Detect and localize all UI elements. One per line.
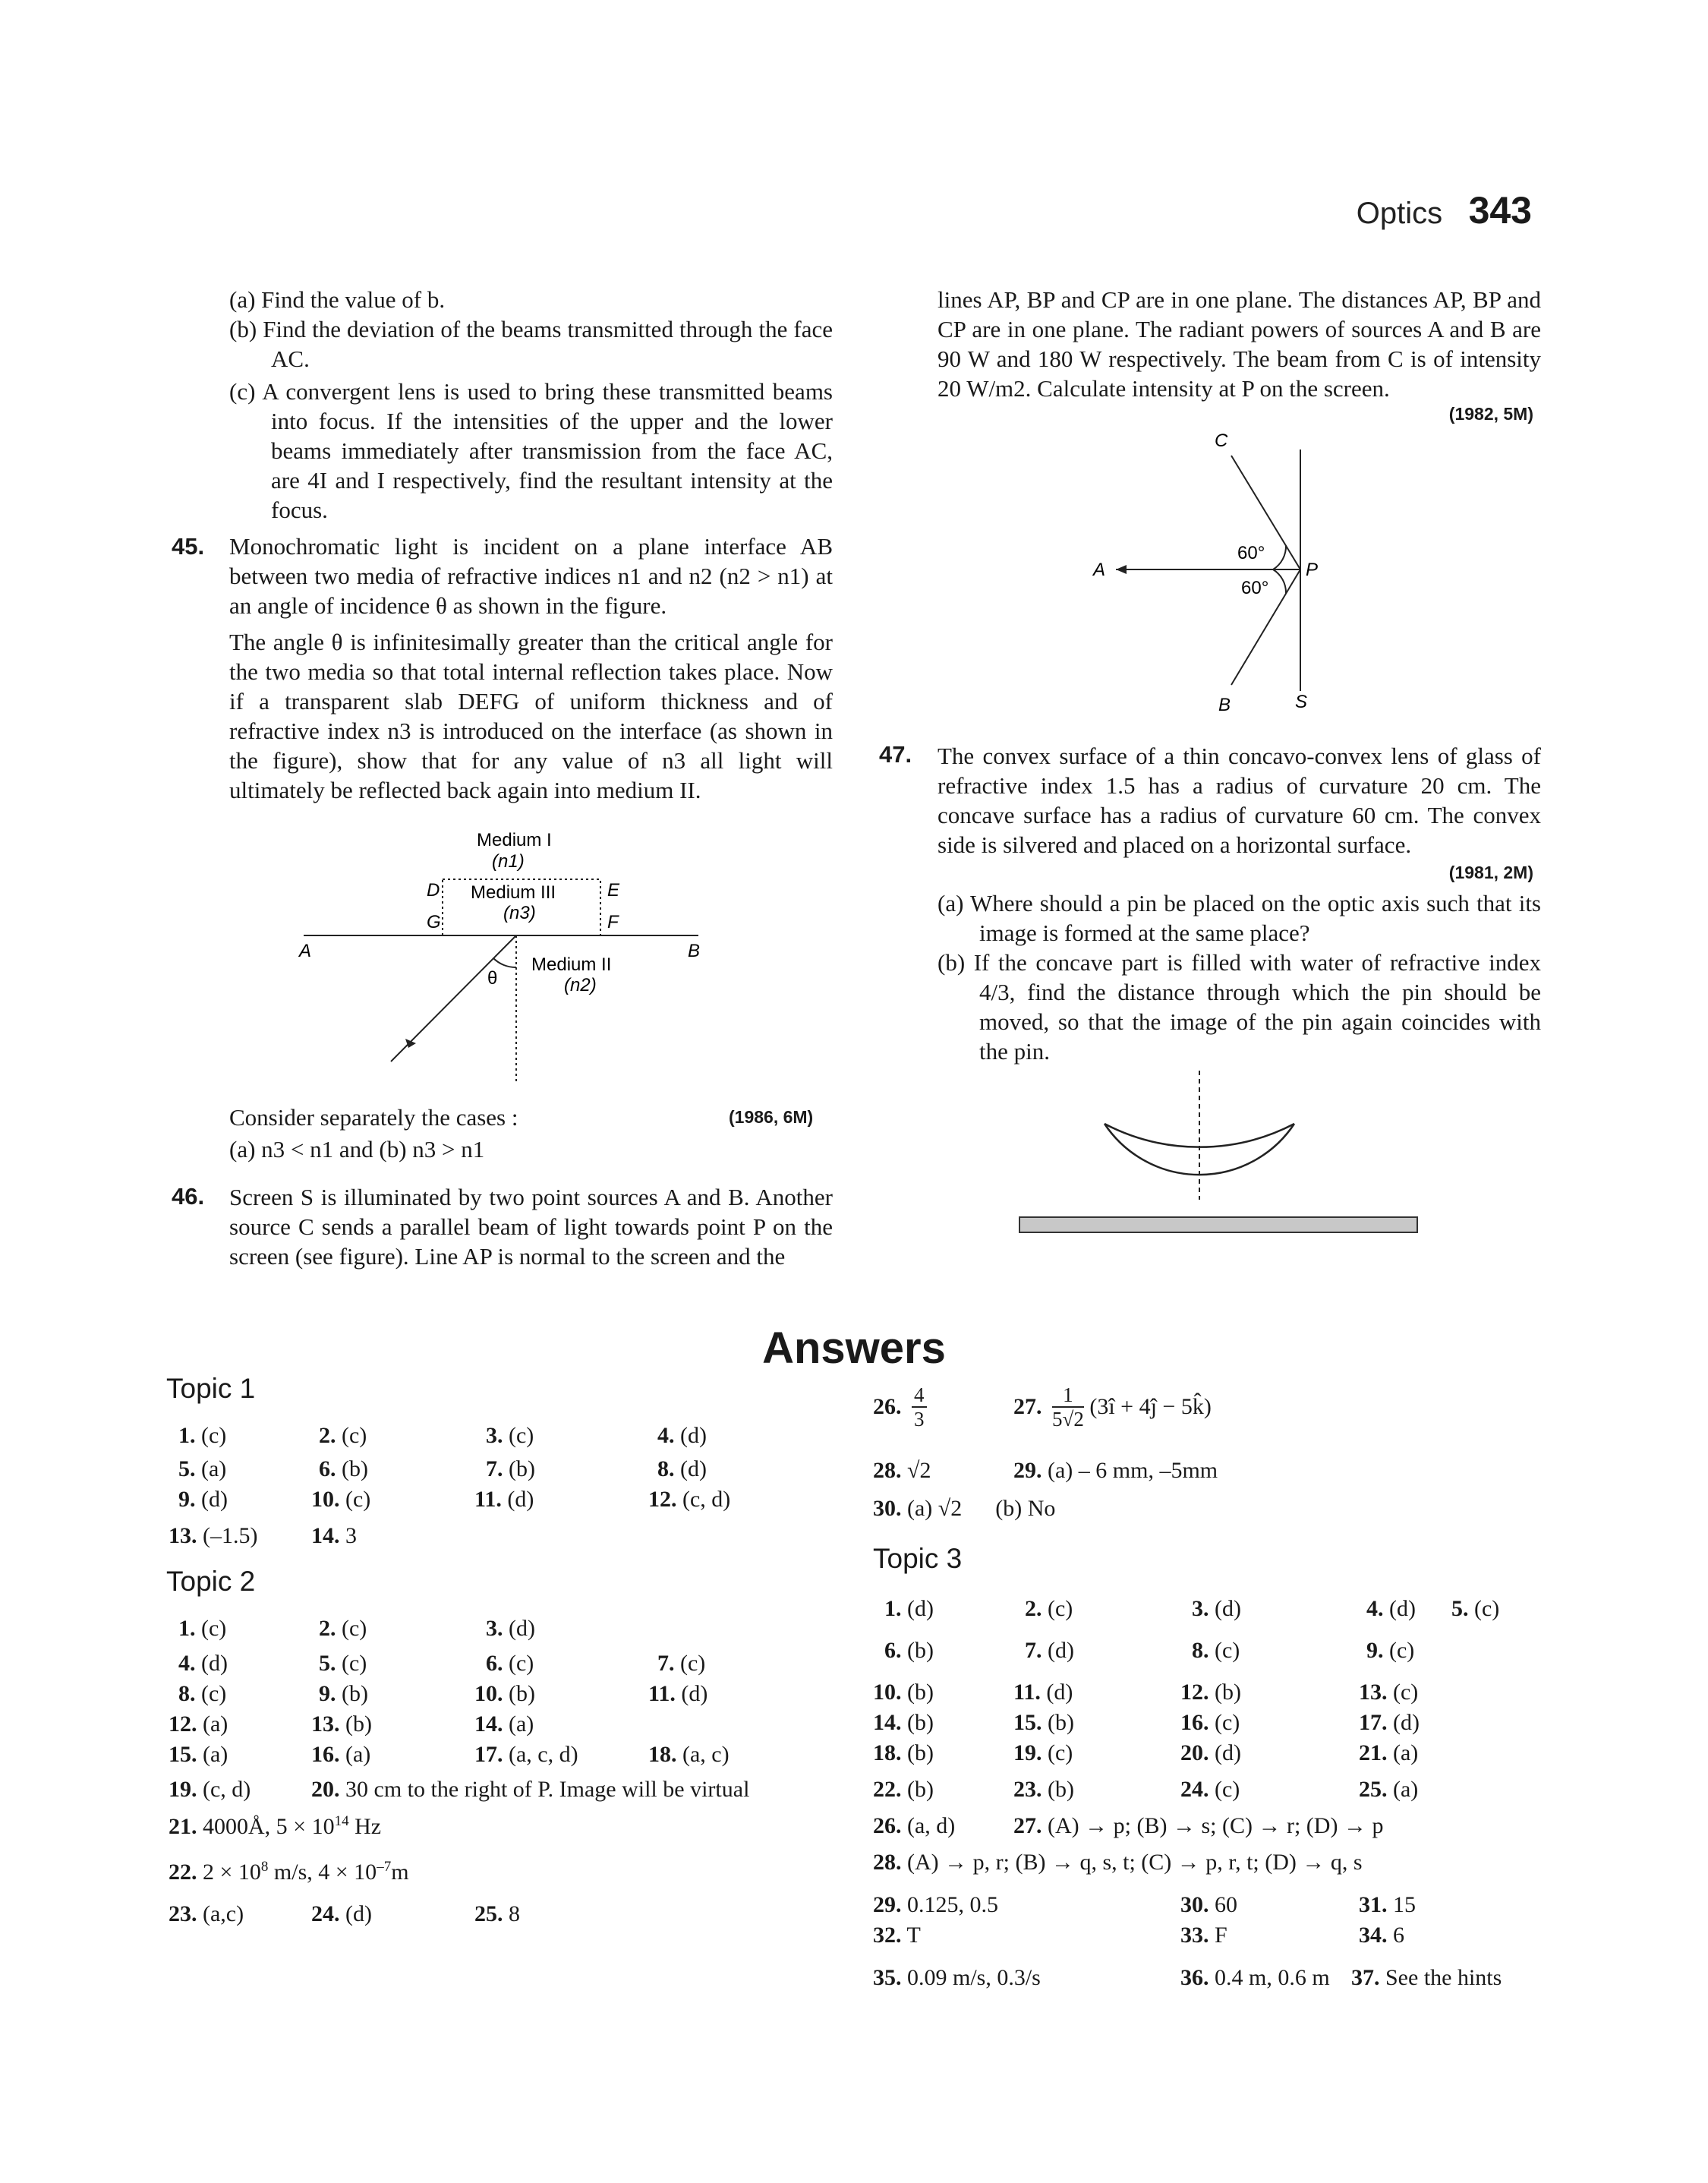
t3-ans-27: 27. (A) → p; (B) → s; (C) → r; (D) → p [1013, 1813, 1384, 1838]
t1-ans-14: 14. 3 [311, 1523, 357, 1548]
t2-ans-19: 19. (c, d) [169, 1777, 251, 1802]
t2-ans-14: 14. (a) [474, 1711, 534, 1737]
q44-parts [229, 285, 833, 525]
fig46-label-s: S [1295, 692, 1308, 712]
t1-ans-3: 3. (c) [486, 1423, 534, 1448]
t2-ans-11: 11. (d) [648, 1681, 708, 1706]
t2-ans-1: 1. (c) [178, 1616, 227, 1641]
t3-ans-32: 32. T [873, 1923, 921, 1948]
fig46-diagram [1086, 425, 1336, 721]
t1-ans-2: 2. (c) [319, 1423, 367, 1448]
t3-ans-3: 3. (d) [1192, 1596, 1241, 1621]
theta-arc [493, 958, 516, 967]
q46-continued [938, 285, 1541, 403]
t2-ans-27: 27. $\frac{1}{5√2}$ (3î + 4ĵ − 5k̂) [1013, 1383, 1212, 1431]
t2-ans-28: 28. √2 [873, 1458, 931, 1483]
fig45-label-e: E [607, 880, 620, 901]
fig46-angle-bottom: 60° [1241, 578, 1269, 598]
t3-ans-37: 37. See the hints [1351, 1965, 1502, 1990]
t2-ans-18: 18. (a, c) [648, 1742, 730, 1767]
t2-ans-12: 12. (a) [169, 1711, 228, 1737]
t3-ans-20: 20. (d) [1180, 1740, 1241, 1765]
t3-ans-7: 7. (d) [1025, 1638, 1074, 1663]
t3-ans-24: 24. (c) [1180, 1777, 1240, 1802]
t2-ans-22: 22. $2 \times 10^8$ m/s, $4 \times 10^{-7}m$ [169, 1859, 409, 1885]
t3-ans-35: 35. 0.09 m/s, 0.3/s [873, 1965, 1041, 1990]
t2-ans-30: 30. (a) √2 (b) No [873, 1496, 1056, 1521]
angle-arc-bottom [1273, 569, 1286, 594]
t2-ans-9: 9. (b) [319, 1681, 368, 1706]
t2-ans-21: 21. 4000Å, $5 \times 10^{14}$ Hz [169, 1813, 382, 1839]
t2-ans-3: 3. (d) [486, 1616, 535, 1641]
angle-arc-top [1273, 545, 1286, 569]
fig46-label-a: A [1093, 560, 1106, 580]
t3-ans-22: 22. (b) [873, 1777, 934, 1802]
t2-ans-6: 6. (c) [486, 1651, 534, 1676]
fig45-label-f: F [607, 912, 619, 932]
t3-ans-29: 29. 0.125, 0.5 [873, 1892, 998, 1917]
q45-cases: (a) n3 < n1 and (b) n3 > n1 [229, 1136, 485, 1162]
t1-ans-6: 6. (b) [319, 1456, 368, 1481]
t1-ans-1: 1. (c) [178, 1423, 227, 1448]
t3-ans-6: 6. (b) [884, 1638, 934, 1663]
fig45-theta: θ [487, 968, 498, 989]
t3-ans-17: 17. (d) [1359, 1710, 1420, 1735]
t3-ans-5: 5. (c) [1451, 1596, 1500, 1621]
t1-ans-4: 4. (d) [657, 1423, 707, 1448]
q44-part-a: (a) Find the value of b. [229, 286, 446, 313]
page-number: 343 [1468, 189, 1532, 232]
fig45-label-b: B [688, 941, 701, 961]
t2-ans-8: 8. (c) [178, 1681, 227, 1706]
arrow-left-icon [1116, 565, 1127, 574]
t3-ans-36: 36. 0.4 m, 0.6 m [1180, 1965, 1330, 1990]
fig45-n3: (n3) [503, 903, 536, 923]
q45-consider: Consider separately the cases : [229, 1104, 518, 1131]
fig45-n1: (n1) [492, 851, 525, 872]
t3-ans-16: 16. (c) [1180, 1710, 1240, 1735]
t3-ans-30: 30. 60 [1180, 1892, 1237, 1917]
t1-ans-9: 9. (d) [178, 1487, 228, 1512]
t3-ans-33: 33. F [1180, 1923, 1227, 1948]
t3-ans-19: 19. (c) [1013, 1740, 1073, 1765]
t3-ans-15: 15. (b) [1013, 1710, 1074, 1735]
t2-ans-13: 13. (b) [311, 1711, 372, 1737]
t2-ans-29: 29. (a) – 6 mm, –5mm [1013, 1458, 1218, 1483]
q47-parts [938, 888, 1541, 1066]
q45-body: The angle θ is infinitesimally greater than the critical angle for the two media so that total internal reflection takes place. Now if a transparent slab DEFG of uniform thickness and of refractive index n3 is introduced on the interface (as shown in the figure), show that for any value of n3 all light will ultimately be reflected back again into medium II. [229, 629, 833, 803]
fig47-lens [1017, 1067, 1427, 1241]
t1-ans-10: 10. (c) [311, 1487, 371, 1512]
t2-ans-2: 2. (c) [319, 1616, 367, 1641]
t3-ans-23: 23. (b) [1013, 1777, 1074, 1802]
t2-ans-26: 26. $\frac{4}{3}$ [873, 1383, 927, 1431]
q45-intro: Monochromatic light is incident on a plane interface AB between two media of refractive indices n1 and n2 (n2 > n1) at an angle of incidence θ as shown in the figure. [229, 533, 833, 619]
ray-arrow-icon [405, 1039, 416, 1048]
q46-number: 46. [172, 1183, 205, 1210]
t2-ans-17: 17. (a, c, d) [474, 1742, 578, 1767]
t3-ans-18: 18. (b) [873, 1740, 934, 1765]
t3-ans-2: 2. (c) [1025, 1596, 1073, 1621]
t3-ans-28: 28. (A) → p, r; (B) → q, s, t; (C) → p, r, t; (D) → q, s [873, 1850, 1363, 1875]
q47-text: The convex surface of a thin concavo-convex lens of glass of refractive index 1.5 has a radius of curvature 20 cm. The concave surface has a radius of curvature 60 cm. The convex side is silvered and placed on a horizontal surface. [938, 743, 1541, 858]
t3-ans-4: 4. (d) [1366, 1596, 1416, 1621]
t3-ans-1: 1. (d) [884, 1596, 934, 1621]
topic2-title: Topic 2 [166, 1566, 256, 1597]
t3-ans-10: 10. (b) [873, 1680, 934, 1705]
t2-ans-24: 24. (d) [311, 1901, 372, 1926]
t2-ans-7: 7. (c) [657, 1651, 706, 1676]
t2-ans-16: 16. (a) [311, 1742, 371, 1767]
q44-part-b: (b) Find the deviation of the beams transmitted through the face AC. [229, 316, 833, 372]
fig46-label-p: P [1306, 560, 1319, 580]
t3-ans-26: 26. (a, d) [873, 1813, 956, 1838]
t3-ans-11: 11. (d) [1013, 1680, 1073, 1705]
t2-ans-15: 15. (a) [169, 1742, 228, 1767]
t1-ans-7: 7. (b) [486, 1456, 535, 1481]
t1-ans-13: 13. (–1.5) [169, 1523, 258, 1548]
section-title: Optics [1356, 197, 1443, 230]
t3-ans-21: 21. (a) [1359, 1740, 1419, 1765]
t3-ans-34: 34. 6 [1359, 1923, 1404, 1948]
q46-year-tag: (1982, 5M) [1448, 404, 1533, 424]
t2-ans-25: 25. 8 [474, 1901, 520, 1926]
fig45-label-d: D [427, 880, 440, 901]
fig46-label-b: B [1218, 695, 1231, 715]
t1-ans-5: 5. (a) [178, 1456, 227, 1481]
t2-ans-5: 5. (c) [319, 1651, 367, 1676]
t3-ans-12: 12. (b) [1180, 1680, 1241, 1705]
q47-year-tag: (1981, 2M) [1448, 863, 1533, 882]
answers-heading: Answers [762, 1323, 946, 1373]
t1-ans-11: 11. (d) [474, 1487, 534, 1512]
t2-ans-23: 23. (a,c) [169, 1901, 244, 1926]
fig45-n2: (n2) [564, 975, 597, 995]
t3-ans-25: 25. (a) [1359, 1777, 1419, 1802]
fig46-label-c: C [1215, 431, 1228, 451]
fig45-medium2: Medium II [531, 954, 612, 975]
horizontal-surface [1019, 1217, 1417, 1232]
topic3-title: Topic 3 [873, 1543, 963, 1574]
q47-part-a: (a) Where should a pin be placed on the optic axis such that its image is formed at the same place? [938, 890, 1541, 946]
lens-concave-surface [1105, 1124, 1294, 1147]
t1-ans-12: 12. (c, d) [648, 1487, 731, 1512]
t2-ans-4: 4. (d) [178, 1651, 228, 1676]
t3-ans-31: 31. 15 [1359, 1892, 1416, 1917]
fig46-angle-top: 60° [1237, 543, 1265, 563]
t2-ans-10: 10. (b) [474, 1681, 535, 1706]
q46-text: Screen S is illuminated by two point sources A and B. Another source C sends a parallel beam of light towards point P on the screen (see figure). Line AP is normal to the screen and the [229, 1184, 833, 1270]
t3-ans-13: 13. (c) [1359, 1680, 1419, 1705]
q44-part-c: (c) A convergent lens is used to bring these transmitted beams into focus. If the intensities of the upper and the lower beams immediately after transmission from the face AC, are 4I and I respectively, find the resultant intensity at the focus. [229, 378, 833, 523]
t3-ans-9: 9. (c) [1366, 1638, 1415, 1663]
q47-part-b: (b) If the concave part is filled with water of refractive index 4/3, find the distance through which the pin should be moved, so that the image of the pin again coincides with the pin. [938, 949, 1541, 1065]
topic1-title: Topic 1 [166, 1373, 256, 1404]
fig45-label-a: A [299, 941, 312, 961]
q45-year-tag: (1986, 6M) [729, 1107, 814, 1127]
fig45-medium1: Medium I [477, 830, 552, 850]
fig45-medium3: Medium III [471, 882, 556, 903]
fig45-diagram [288, 820, 714, 1093]
fig45-label-g: G [427, 912, 441, 932]
t2-ans-20: 20. 30 cm to the right of P. Image will be virtual [311, 1777, 750, 1802]
t3-ans-8: 8. (c) [1192, 1638, 1240, 1663]
q45-number: 45. [172, 533, 205, 560]
q47-number: 47. [879, 741, 912, 768]
q46-continued-text: lines AP, BP and CP are in one plane. The distances AP, BP and CP are in one plane. The radiant powers of sources A and B are 90 W and 180 W respectively. The beam from C is of intensity 20 W/m2. Calculate intensity at P on the screen. [938, 286, 1541, 402]
t1-ans-8: 8. (d) [657, 1456, 707, 1481]
t3-ans-14: 14. (b) [873, 1710, 934, 1735]
page-header [1357, 188, 1532, 232]
